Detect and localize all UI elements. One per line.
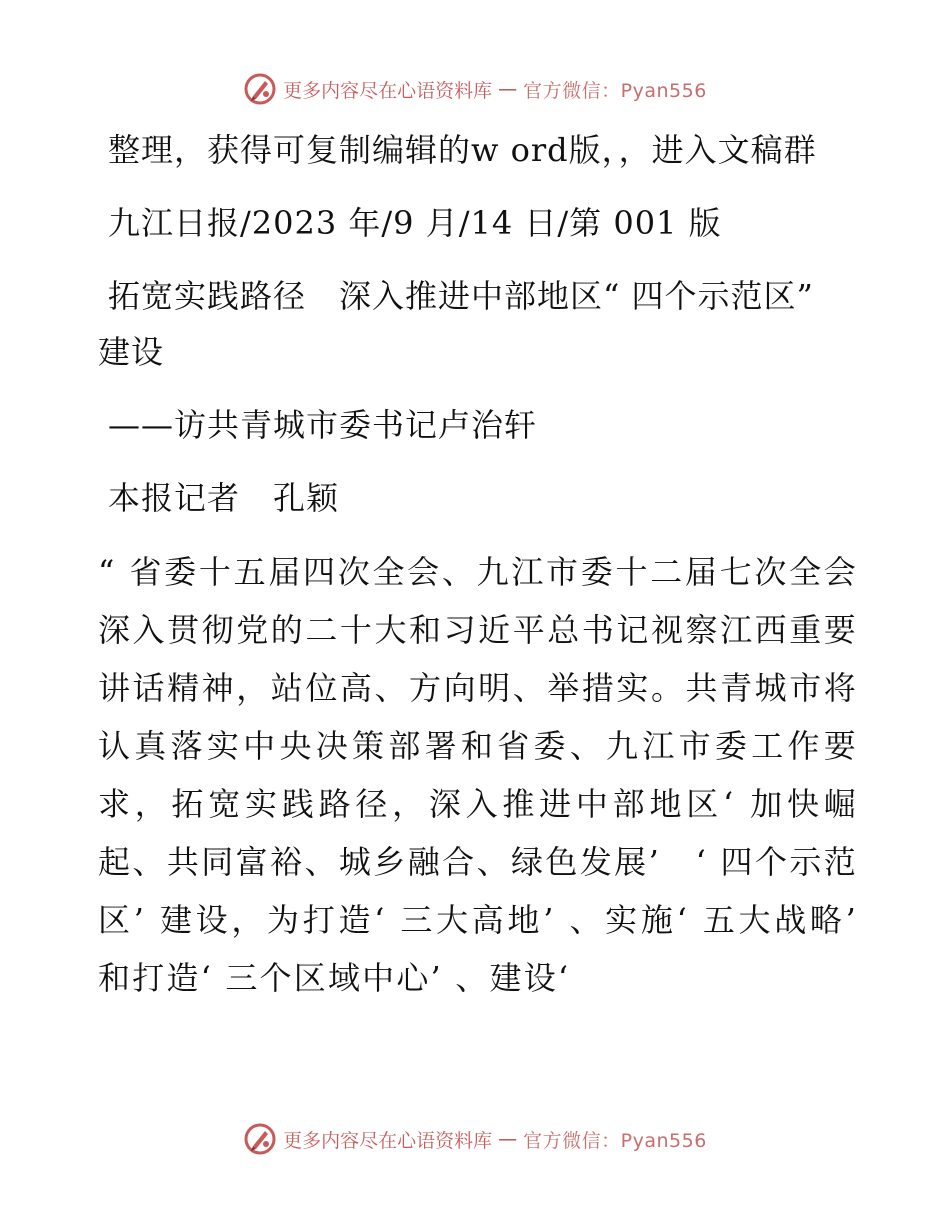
headline: 拓宽实践路径 深入推进中部地区“ 四个示范区” 建设 — [98, 277, 814, 371]
watermark-wechat-text: 官方微信：Pyan556 — [523, 1129, 707, 1152]
watermark-site-text: 更多内容尽在心语资料库 — [283, 1129, 493, 1152]
watermark-wechat-text: 官方微信：Pyan556 — [523, 79, 707, 102]
article-body: “ 省委十五届四次全会、九江市委十二届七次全会深入贯彻党的二十大和习近平总书记视察江西重要讲话精神，站位高、方向明、举措实。共青城市将认真落实中央决策部署和省委、九江市委工作要求，拓宽实践路径，深入推进中部地区‘ 加快崛起、共同富裕、城乡融合、绿色发展’ ‘ 四个示范区’ 建设，为打造‘ 三大高地’ 、实施‘ 五大战略’ 和打造‘ 三个区域中心’ 、建设‘ — [98, 553, 858, 997]
pen-logo-icon — [243, 1122, 277, 1156]
intro-text: 整理，获得可复制编辑的w ord版，，进入文稿群 — [108, 131, 817, 169]
pen-logo-icon — [243, 72, 277, 106]
footer-watermark — [0, 1122, 950, 1156]
document-body — [98, 122, 858, 1007]
watermark-separator: — — [498, 78, 518, 100]
watermark-site-text: 更多内容尽在心语资料库 — [283, 79, 493, 102]
subtitle: ——访共青城市委书记卢治轩 — [108, 406, 538, 444]
watermark-separator: — — [498, 1128, 518, 1150]
reporter-line: 本报记者 孔颖 — [108, 479, 340, 517]
header-watermark — [0, 72, 950, 106]
source-line: 九江日报/2023 年/9 月/14 日/第 001 版 — [108, 204, 722, 242]
